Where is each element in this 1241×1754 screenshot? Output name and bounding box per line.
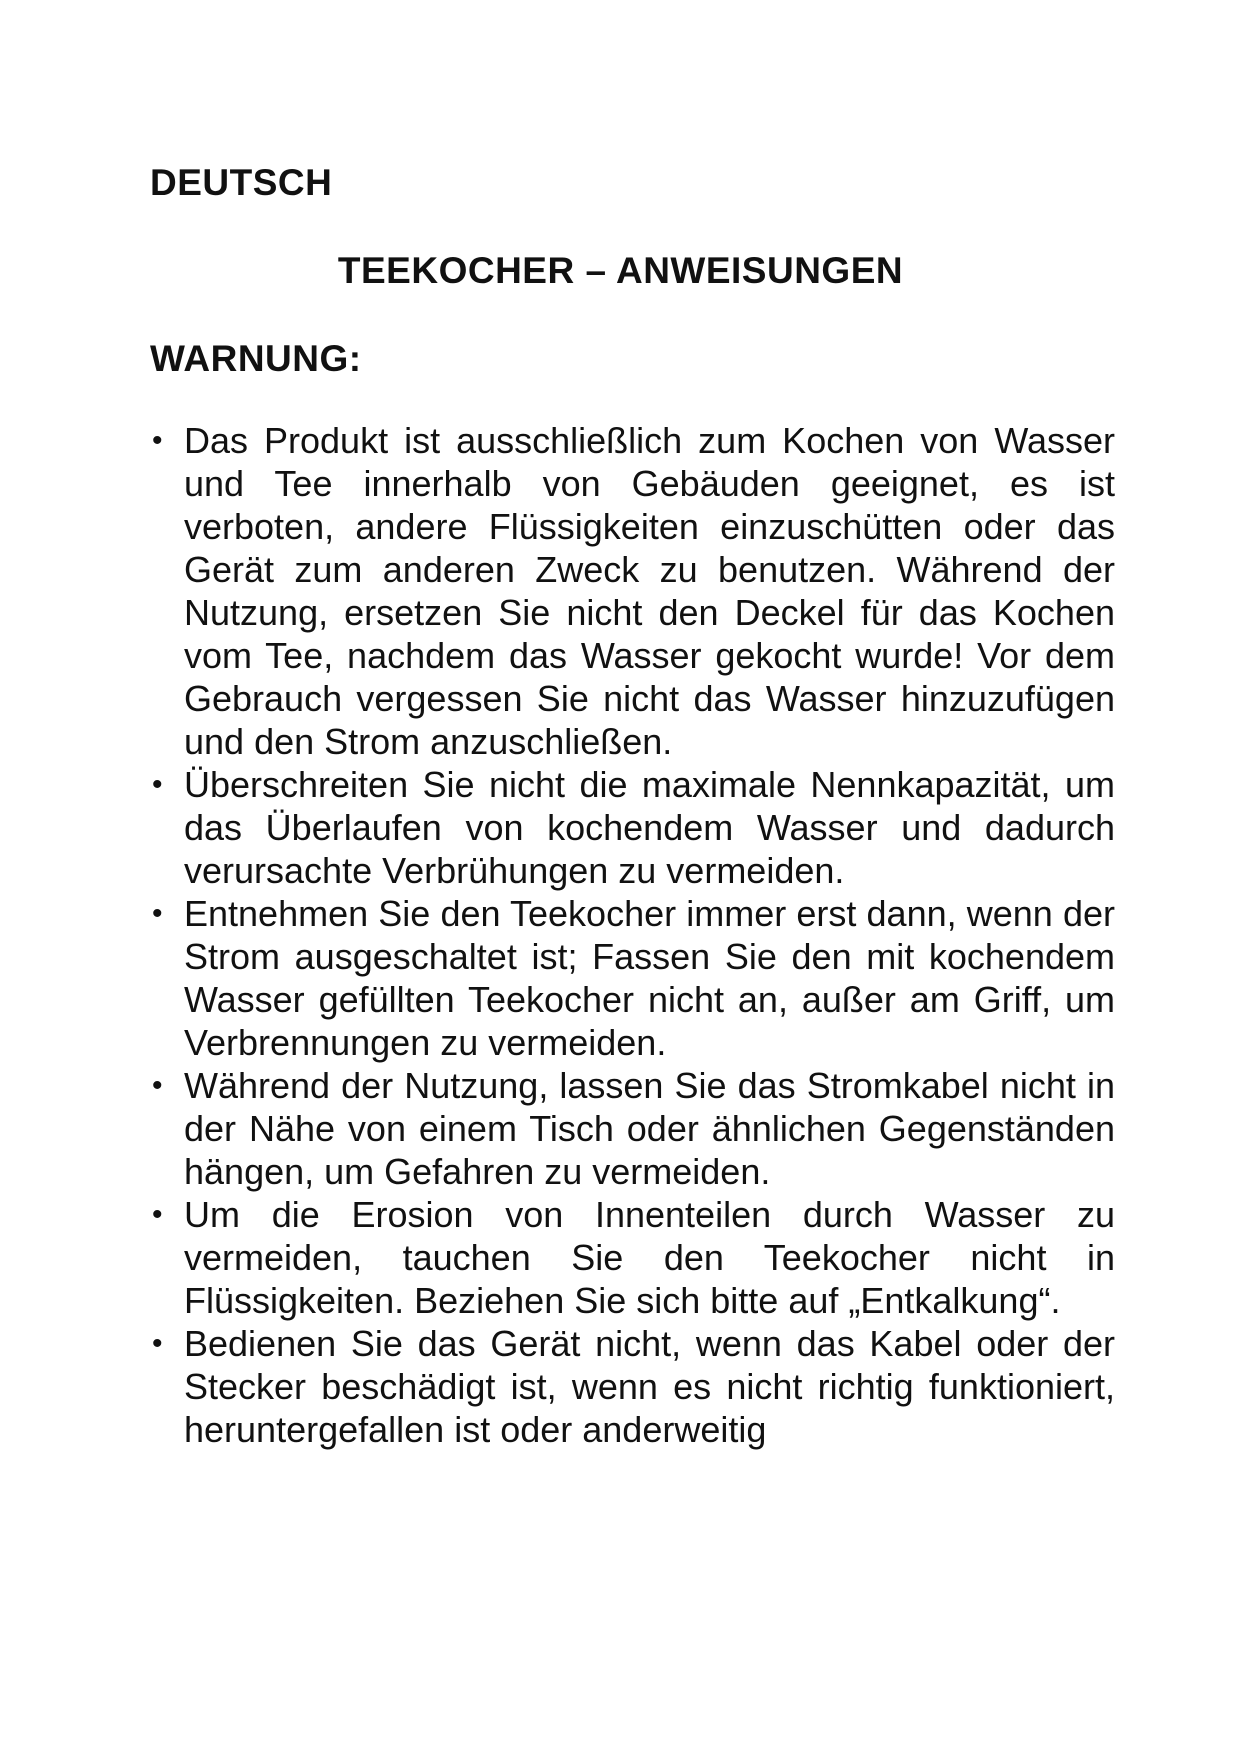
list-item-text: Um die Erosion von Innenteilen durch Wasser zu vermeiden, tauchen Sie den Teekocher nicht in Flüssigkeiten. Beziehen Sie sich bitte auf „Entkalkung“.: [184, 1194, 1115, 1321]
list-item-text: Das Produkt ist ausschließlich zum Kochen von Wasser und Tee innerhalb von Gebäuden geeignet, es ist verboten, andere Flüssigkeiten einzuschütten oder das Gerät zum anderen Zweck zu benutzen. Während der Nutzung, ersetzen Sie nicht den Deckel für das Kochen vom Tee, nachdem das Wasser gekocht wurde! Vor dem Gebrauch vergessen Sie nicht das Wasser hinzuzufügen und den Strom anzuschließen.: [184, 420, 1115, 762]
list-item: [150, 1064, 1115, 1193]
list-item-text: Überschreiten Sie nicht die maximale Nennkapazität, um das Überlaufen von kochendem Wasser und dadurch verursachte Verbrühungen zu vermeiden.: [184, 764, 1115, 891]
language-heading: DEUTSCH: [150, 162, 333, 203]
bullet-icon: •: [152, 424, 163, 457]
list-item: [150, 1322, 1115, 1451]
list-item: [150, 763, 1115, 892]
list-item-text: Bedienen Sie das Gerät nicht, wenn das Kabel oder der Stecker beschädigt ist, wenn es nicht richtig funktioniert, heruntergefallen ist oder anderweitig: [184, 1323, 1115, 1450]
warning-heading: WARNUNG:: [150, 338, 362, 379]
bullet-icon: •: [152, 768, 163, 801]
list-item: [150, 892, 1115, 1064]
list-item-text: Während der Nutzung, lassen Sie das Stromkabel nicht in der Nähe von einem Tisch oder ähnlichen Gegenständen hängen, um Gefahren zu vermeiden.: [184, 1065, 1115, 1192]
bullet-icon: •: [152, 1198, 163, 1231]
bullet-icon: •: [152, 1069, 163, 1102]
bullet-icon: •: [152, 897, 163, 930]
list-item: [150, 419, 1115, 763]
list-item: [150, 1193, 1115, 1322]
document-title: TEEKOCHER – ANWEISUNGEN: [337, 250, 904, 291]
list-item-text: Entnehmen Sie den Teekocher immer erst dann, wenn der Strom ausgeschaltet ist; Fassen Sie den mit kochendem Wasser gefüllten Teekocher nicht an, außer am Griff, um Verbrennungen zu vermeiden.: [184, 893, 1115, 1063]
warning-list: [150, 419, 1115, 1451]
bullet-icon: •: [152, 1327, 163, 1360]
